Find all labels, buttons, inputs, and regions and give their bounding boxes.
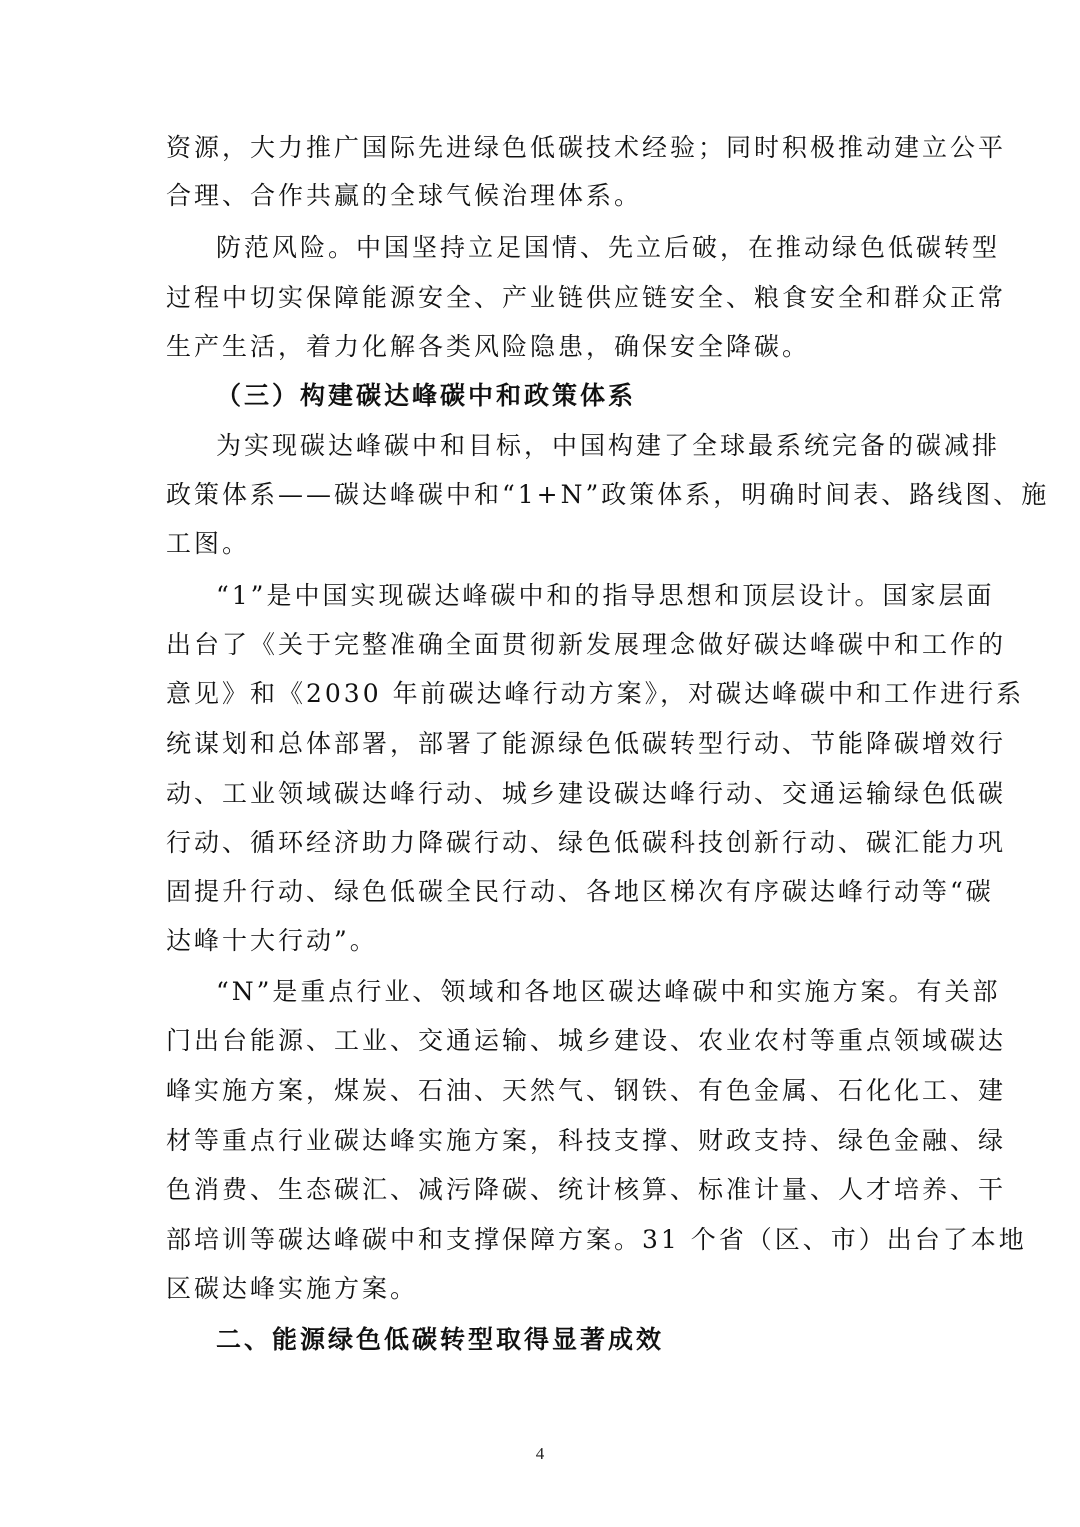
- page-number: 4: [535, 1444, 545, 1463]
- text-line: “1”是中国实现碳达峰碳中和的指导思想和顶层设计。国家层面: [216, 581, 995, 610]
- text-line: 动、工业领域碳达峰行动、城乡建设碳达峰行动、交通运输绿色低碳: [166, 779, 1007, 808]
- text-line: 出台了《关于完整准确全面贯彻新发展理念做好碳达峰碳中和工作的: [166, 630, 1007, 659]
- text-line: 固提升行动、绿色低碳全民行动、各地区梯次有序碳达峰行动等“碳: [166, 877, 994, 906]
- text-line: 意见》和《2030 年前碳达峰行动方案》，对碳达峰碳中和工作进行系: [166, 679, 1025, 708]
- text-line: 材等重点行业碳达峰实施方案，科技支撑、财政支持、绿色金融、绿: [166, 1126, 1007, 1155]
- text-line: “N”是重点行业、领域和各地区碳达峰碳中和实施方案。有关部: [216, 977, 1001, 1006]
- text-line: 资源，大力推广国际先进绿色低碳技术经验；同时积极推动建立公平: [166, 133, 1007, 162]
- chapter-heading: 二、能源绿色低碳转型取得显著成效: [216, 1325, 665, 1354]
- text-line: 部培训等碳达峰碳中和支撑保障方案。31 个省（区、市）出台了本地: [166, 1225, 1027, 1254]
- section-heading: （三）构建碳达峰碳中和政策体系: [216, 381, 637, 410]
- text-line: 达峰十大行动”。: [166, 926, 378, 955]
- text-line: 统谋划和总体部署，部署了能源绿色低碳转型行动、节能降碳增效行: [166, 729, 1007, 758]
- text-line: 色消费、生态碳汇、减污降碳、统计核算、标准计量、人才培养、干: [166, 1175, 1007, 1204]
- text-line: 为实现碳达峰碳中和目标，中国构建了全球最系统完备的碳减排: [216, 431, 1001, 460]
- text-line: 区碳达峰实施方案。: [166, 1274, 419, 1303]
- text-line: 门出台能源、工业、交通运输、城乡建设、农业农村等重点领域碳达: [166, 1026, 1007, 1055]
- text-line: 生产生活，着力化解各类风险隐患，确保安全降碳。: [166, 332, 811, 361]
- text-line: 防范风险。中国坚持立足国情、先立后破，在推动绿色低碳转型: [216, 233, 1001, 262]
- text-line: 过程中切实保障能源安全、产业链供应链安全、粮食安全和群众正常: [166, 283, 1007, 312]
- text-line: 峰实施方案，煤炭、石油、天然气、钢铁、有色金属、石化化工、建: [166, 1076, 1007, 1105]
- text-line: 合理、合作共赢的全球气候治理体系。: [166, 181, 643, 210]
- text-line: 工图。: [166, 529, 251, 558]
- text-line: 政策体系——碳达峰碳中和“1+N”政策体系，明确时间表、路线图、施: [166, 480, 1050, 509]
- text-line: 行动、循环经济助力降碳行动、绿色低碳科技创新行动、碳汇能力巩: [166, 828, 1007, 857]
